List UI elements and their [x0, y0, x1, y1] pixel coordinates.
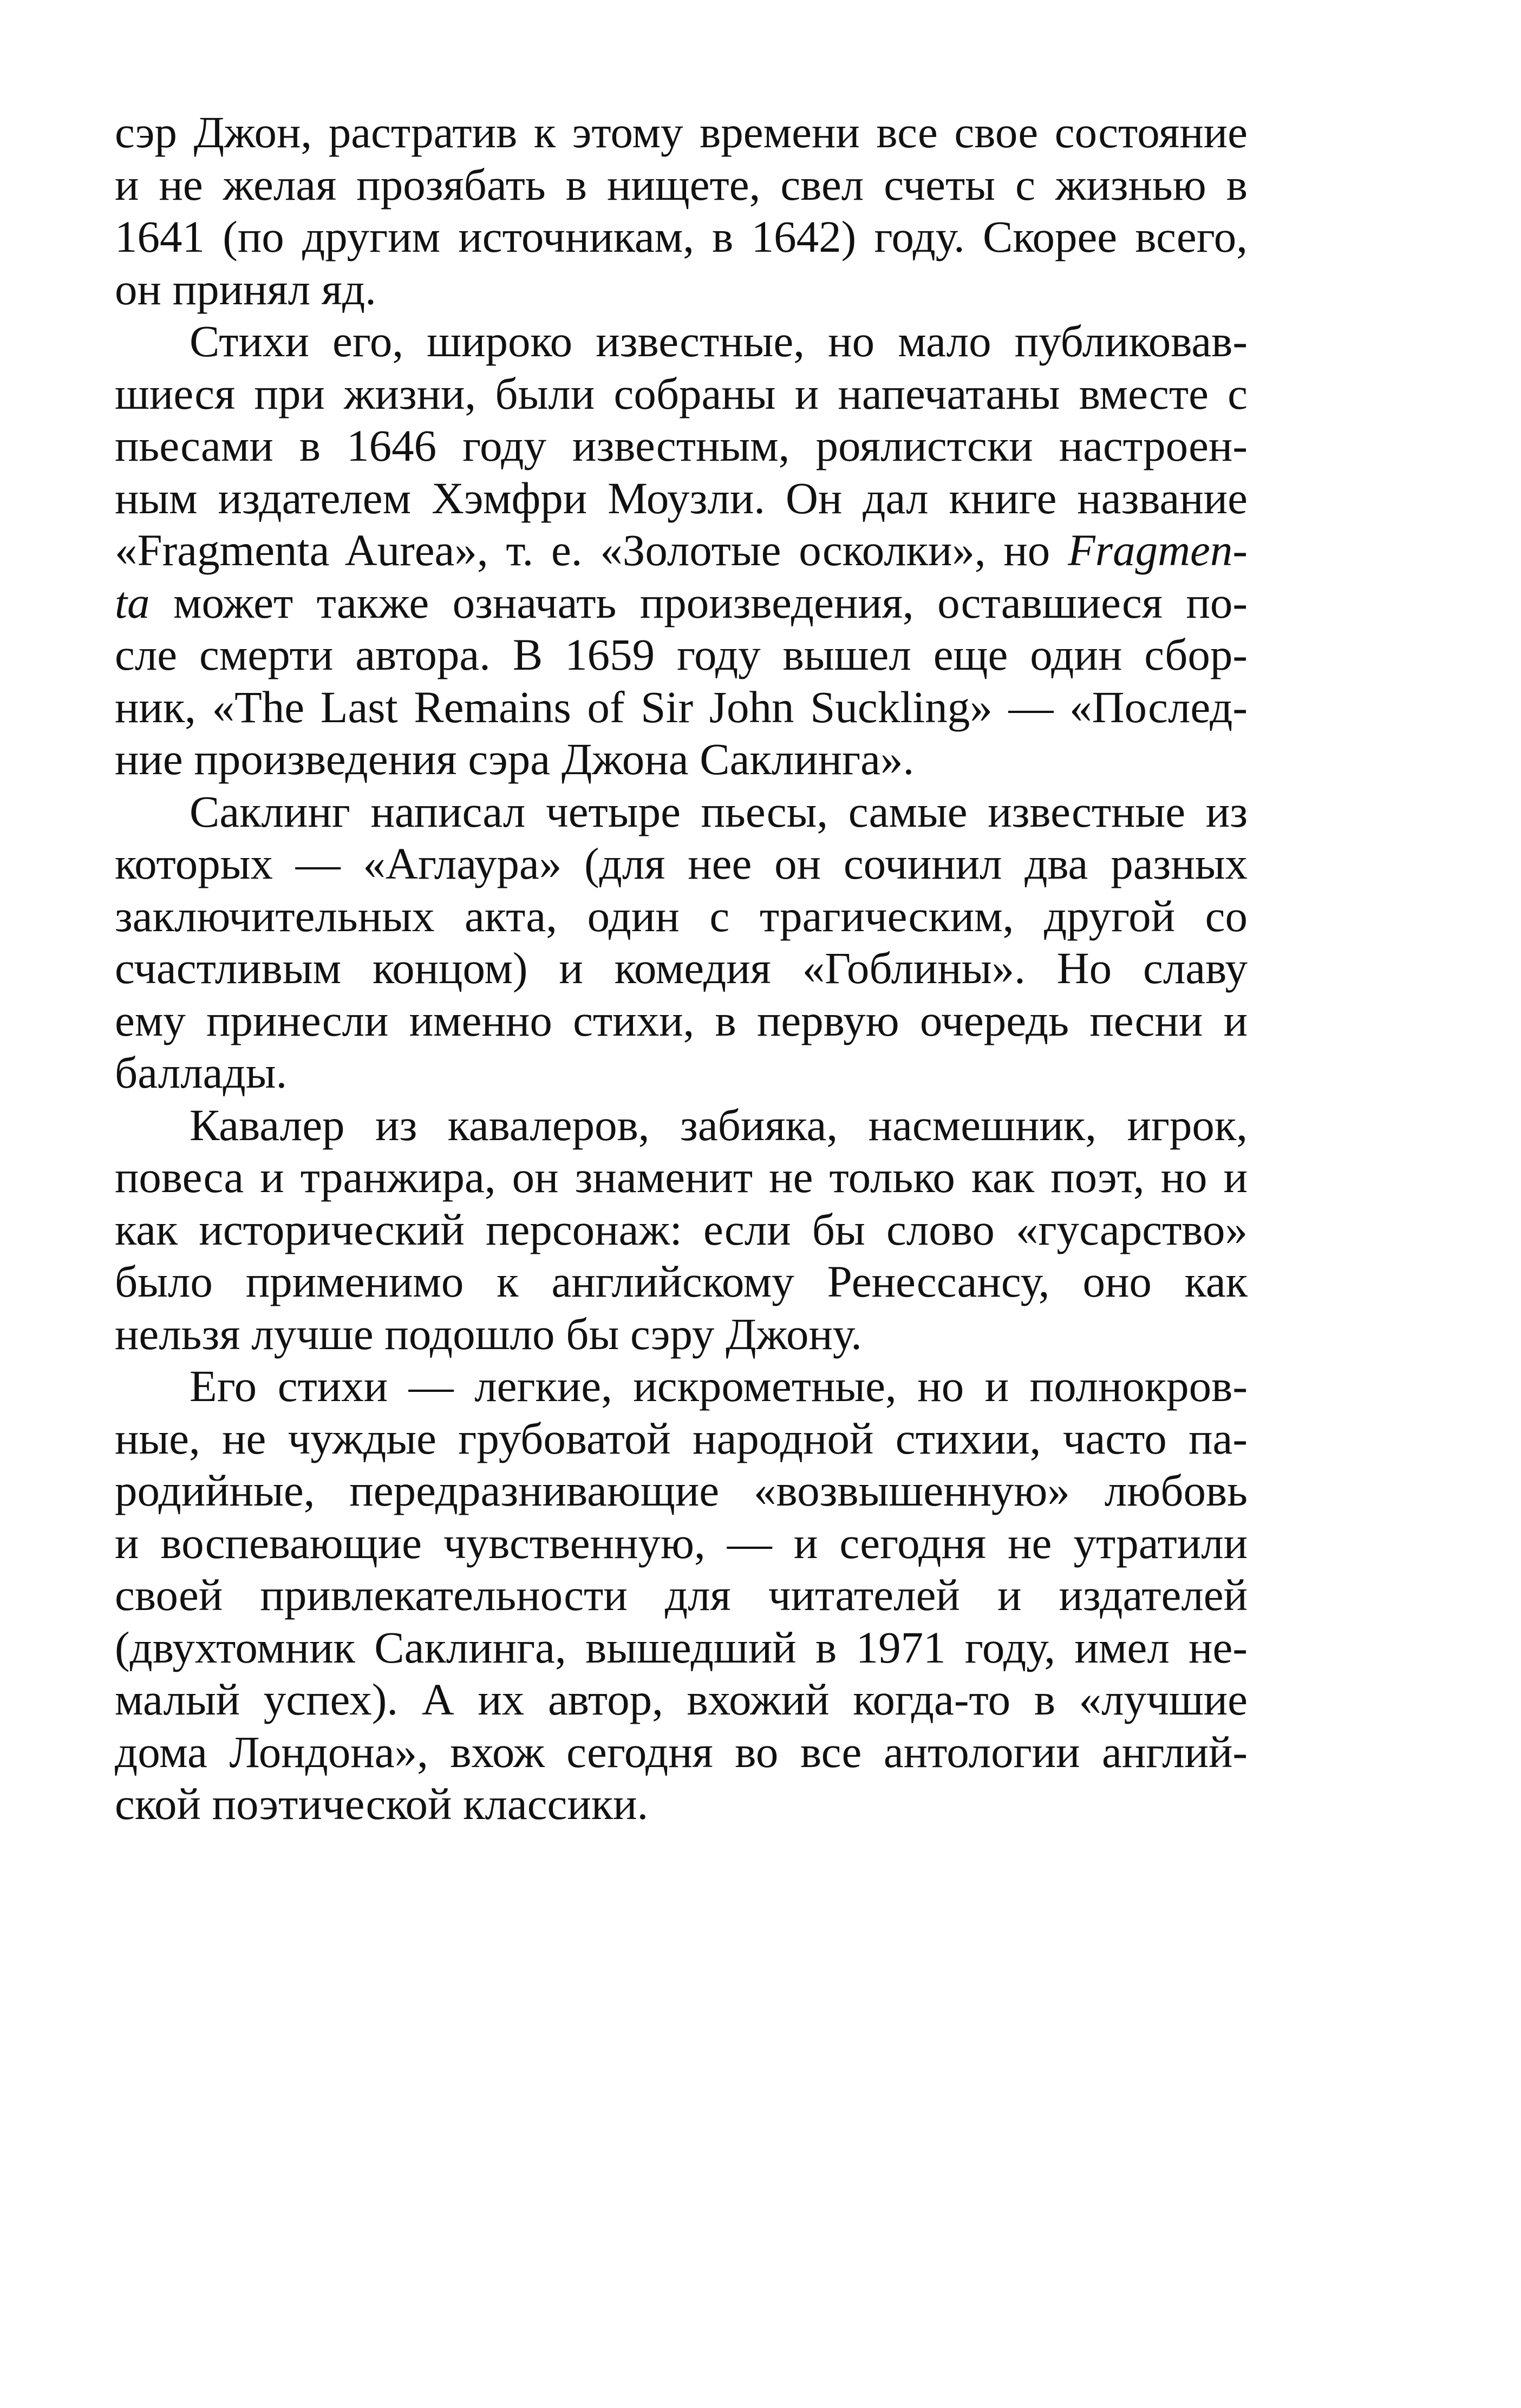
text-run: пьесами в 1646 году известным, роялистски настроен-: [115, 421, 1248, 470]
text-line: [115, 1778, 1248, 1830]
text-line: [115, 1621, 1248, 1674]
text-run: ние произведения сэра Джона Саклинга».: [115, 734, 915, 784]
text-run: шиеся при жизни, были собраны и напечатаны вместе с: [115, 368, 1248, 418]
text-run: своей привлекательности для читателей и издателей: [115, 1570, 1248, 1620]
text-run: ные, не чуждые грубоватой народной стихии, часто па-: [115, 1413, 1248, 1463]
text-run: повеса и транжира, он знаменит не только как поэт, но и: [115, 1152, 1248, 1202]
text-run: малый успех). А их автор, вхожий когда-то в «лучшие: [115, 1674, 1248, 1724]
text-run: «Fragmenta Aurea», т. е. «Золотые осколки», но: [115, 525, 1068, 575]
text-line: [115, 837, 1248, 890]
text-run: которых — «Аглаура» (для нее он сочинил два разных: [115, 839, 1248, 888]
paragraph: [115, 315, 1248, 786]
text-line: [115, 472, 1248, 525]
text-line: [115, 159, 1248, 211]
text-run: Стихи его, широко известные, но мало публиковав-: [190, 316, 1248, 366]
text-line: [115, 368, 1248, 420]
text-line: [115, 942, 1248, 994]
text-line: [115, 629, 1248, 681]
text-line: [115, 733, 1248, 786]
document-page: [115, 106, 1248, 1830]
text-run: счастливым концом) и комедия «Гоблины». Но славу: [115, 943, 1248, 993]
text-line: [115, 420, 1248, 472]
text-run: Его стихи — легкие, искрометные, но и полнокров-: [190, 1361, 1248, 1411]
text-line: [115, 1046, 1248, 1099]
text-line: [115, 1255, 1248, 1308]
text-run: (двухтомник Саклинга, вышедший в 1971 году, имел не-: [115, 1622, 1248, 1672]
text-line: [115, 786, 1248, 838]
text-run: и не желая прозябать в нищете, свел счеты с жизнью в: [115, 159, 1248, 210]
text-line: [115, 1673, 1248, 1726]
text-line: [115, 263, 1248, 316]
text-run: ской поэтической классики.: [115, 1779, 649, 1829]
italic-text: ta: [115, 577, 150, 627]
text-line: [115, 1569, 1248, 1621]
text-run: сэр Джон, растратив к этому времени все свое состояние: [115, 107, 1248, 157]
text-run: нельзя лучше подошло бы сэру Джону.: [115, 1308, 862, 1359]
text-line: [115, 524, 1248, 577]
text-run: Саклинг написал четыре пьесы, самые известные из: [190, 786, 1248, 836]
italic-text: Fragmen-: [1068, 525, 1248, 575]
text-run: ник, «The Last Remains of Sir John Suckling» — «Послед-: [115, 682, 1248, 732]
text-line: [115, 1464, 1248, 1517]
text-run: может также означать произведения, оставшиеся по-: [149, 577, 1248, 627]
paragraph: [115, 106, 1248, 315]
text-line: [115, 890, 1248, 943]
text-run: дома Лондона», вхож сегодня во все антологии англий-: [115, 1726, 1248, 1777]
paragraph: [115, 1360, 1248, 1830]
text-run: ему принесли именно стихи, в первую очередь песни и: [115, 995, 1248, 1045]
text-run: баллады.: [115, 1048, 288, 1097]
text-line: [115, 1151, 1248, 1203]
text-run: ным издателем Хэмфри Моузли. Он дал книге название: [115, 473, 1248, 523]
text-run: 1641 (по другим источникам, в 1642) году. Скорее всего,: [115, 212, 1248, 261]
text-line: [115, 1099, 1248, 1151]
text-run: заключительных акта, один с трагическим, другой со: [115, 891, 1248, 941]
text-line: [115, 106, 1248, 159]
paragraph: [115, 786, 1248, 1099]
text-line: [115, 1726, 1248, 1778]
text-line: [115, 1360, 1248, 1412]
text-run: Кавалер из кавалеров, забияка, насмешник, игрок,: [190, 1100, 1248, 1150]
text-line: [115, 994, 1248, 1047]
text-line: [115, 1517, 1248, 1569]
text-run: он принял яд.: [115, 264, 376, 314]
paragraph: [115, 1099, 1248, 1360]
text-line: [115, 1203, 1248, 1256]
text-run: сле смерти автора. В 1659 году вышел еще один сбор-: [115, 630, 1248, 679]
text-line: [115, 315, 1248, 368]
text-run: родийные, передразнивающие «возвышенную» любовь: [115, 1465, 1248, 1515]
text-run: как исторический персонаж: если бы слово «гусарство»: [115, 1204, 1248, 1254]
text-line: [115, 681, 1248, 734]
text-line: [115, 1412, 1248, 1465]
text-run: было применимо к английскому Ренессансу, оно как: [115, 1257, 1248, 1306]
text-line: [115, 211, 1248, 263]
text-run: и воспевающие чувственную, — и сегодня не утратили: [115, 1517, 1248, 1568]
text-line: [115, 577, 1248, 629]
text-line: [115, 1308, 1248, 1360]
